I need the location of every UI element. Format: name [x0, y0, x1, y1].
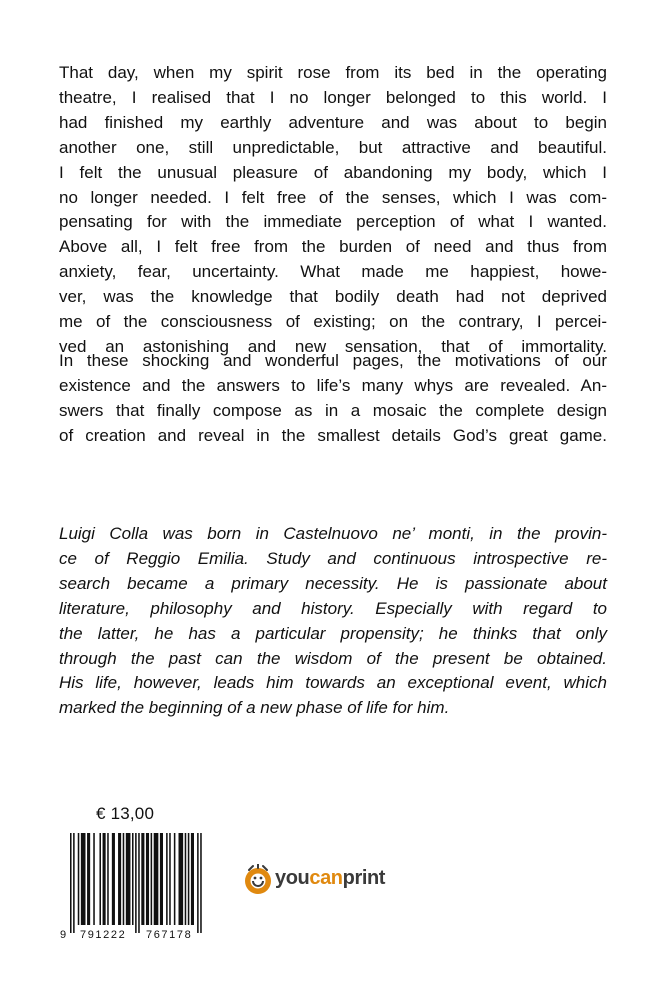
barcode-bar [166, 833, 168, 925]
price-label: € 13,00 [96, 804, 155, 823]
barcode-bar [81, 833, 86, 925]
text-line: me of the consciousness of existing; on the contrary, I percei- [59, 312, 607, 332]
barcode-bar [132, 833, 134, 925]
blurb-paragraph-1 [59, 61, 607, 360]
blurb-paragraph-2 [59, 349, 607, 449]
barcode-digit-first: 9 [60, 929, 67, 941]
barcode-bar [191, 833, 194, 925]
barcode-bar [138, 833, 140, 933]
barcode-bar [73, 833, 75, 933]
text-line: existence and the answers to life’s many whys are revealed. An- [59, 375, 607, 395]
barcode-bar [188, 833, 190, 925]
text-line: had finished my earthly adventure and was about to begin [59, 112, 607, 132]
barcode-bar [126, 833, 131, 925]
text-line: That day, when my spirit rose from its bed in the operating [59, 63, 607, 82]
text-line: Luigi Colla was born in Castelnuovo ne’ monti, in the provin- [59, 524, 607, 543]
barcode-group-left: 791222 [80, 929, 127, 941]
text-line: I felt the unusual pleasure of abandoning my body, which I [59, 162, 607, 182]
text-line: swers that finally compose as in a mosaic the complete design [59, 400, 607, 420]
barcode-bar [174, 833, 176, 925]
publisher-name-part: you [275, 867, 310, 889]
text-line: the latter, he has a particular propensity; he thinks that only [59, 623, 607, 643]
barcode-bar [185, 833, 187, 925]
barcode-bar [107, 833, 109, 925]
text-line: another one, still unpredictable, but attractive and beautiful. [59, 137, 607, 157]
text-line: Above all, I felt free from the burden of need and thus from [59, 237, 607, 257]
text-line: pensating for with the immediate perception of what I wanted. [59, 212, 607, 232]
text-line: His life, however, leads him towards an exceptional event, which [59, 673, 607, 693]
barcode-group-right: 767178 [146, 929, 193, 941]
barcode-bar [123, 833, 125, 925]
author-bio [59, 522, 607, 721]
text-line: ce of Reggio Emilia. Study and continuous introspective re- [59, 548, 607, 568]
publisher-logo [243, 864, 393, 898]
barcode-bar [197, 833, 199, 933]
text-line: theatre, I realised that I no longer belonged to this world. I [59, 87, 607, 107]
publisher-name [275, 867, 385, 890]
text-line: no longer needed. I felt free of the senses, which I was com- [59, 187, 607, 207]
text-line: through the past can the wisdom of the present be obtained. [59, 648, 607, 668]
barcode-bar [169, 833, 171, 925]
isbn-barcode [58, 833, 206, 947]
text-line: literature, philosophy and history. Especially with regard to [59, 598, 607, 618]
barcode-bar [93, 833, 95, 925]
text-line: ved an astonishing and new sensation, that of immortality. [59, 336, 607, 356]
barcode-bar [135, 833, 137, 933]
text-line: marked the beginning of a new phase of life for him. [59, 698, 450, 718]
barcode-bar [78, 833, 80, 925]
barcode-bar [141, 833, 144, 925]
publisher-name-part: can [309, 867, 343, 889]
barcode-bar [179, 833, 184, 925]
barcode-bar [103, 833, 106, 925]
barcode-bar [200, 833, 202, 933]
barcode-bar [160, 833, 163, 925]
barcode-bar [154, 833, 159, 925]
barcode-bar [99, 833, 101, 925]
barcode-bars [58, 833, 206, 933]
text-line: anxiety, fear, uncertainty. What made me happiest, howe- [59, 262, 607, 282]
barcode-bar [146, 833, 149, 925]
publisher-emblem-icon [243, 864, 273, 896]
text-line: search became a primary necessity. He is passionate about [59, 573, 607, 593]
barcode-bar [118, 833, 121, 925]
text-line: ver, was the knowledge that bodily death had not deprived [59, 287, 607, 307]
text-line: In these shocking and wonderful pages, the motivations of our [59, 351, 607, 370]
barcode-bar [151, 833, 153, 925]
publisher-name-part: print [342, 867, 386, 889]
barcode-bar [87, 833, 90, 925]
barcode-bar [112, 833, 115, 925]
barcode-bar [70, 833, 72, 933]
text-line: of creation and reveal in the smallest details God’s great game. [59, 425, 607, 445]
